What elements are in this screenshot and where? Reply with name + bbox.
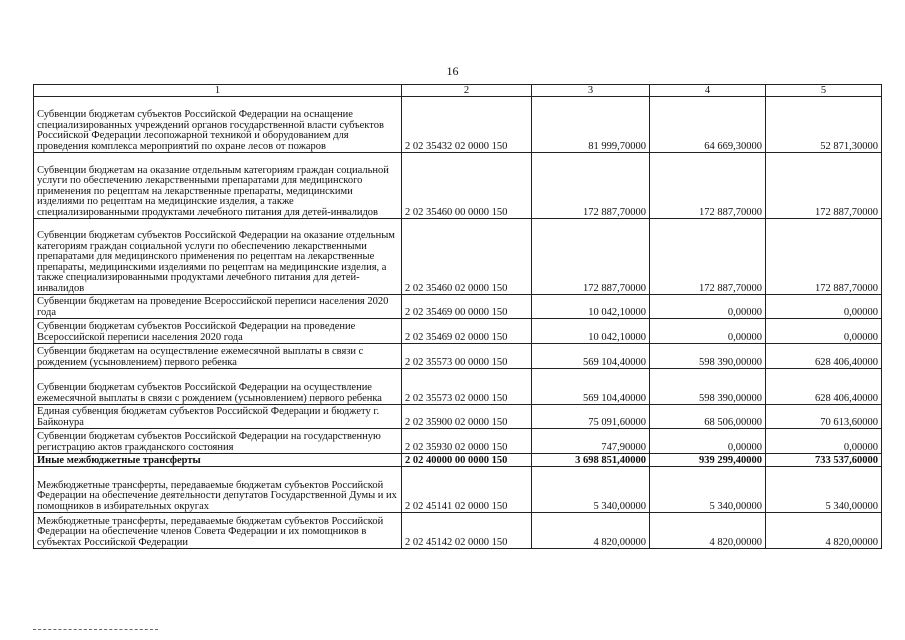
table-row	[34, 369, 882, 405]
row-description: Субвенции бюджетам на проведение Всероссийской переписи населения 2020 года	[34, 295, 402, 319]
row-value-col5: 0,00000	[766, 319, 882, 344]
row-code: 2 02 35469 00 0000 150	[402, 295, 532, 319]
row-value-col4: 172 887,70000	[650, 219, 766, 295]
row-value-col5: 5 340,00000	[766, 467, 882, 513]
row-value-col5: 628 406,40000	[766, 369, 882, 405]
row-value-col3: 10 042,10000	[532, 295, 650, 319]
table-row	[34, 97, 882, 153]
table-row	[34, 153, 882, 219]
row-code: 2 02 35469 02 0000 150	[402, 319, 532, 344]
row-code: 2 02 40000 00 0000 150	[402, 454, 532, 467]
table-row	[34, 405, 882, 429]
row-value-col3: 81 999,70000	[532, 97, 650, 153]
table-row	[34, 344, 882, 369]
row-description: Субвенции бюджетам на оказание отдельным категориям граждан социальной услуги по обеспечению лекарственными препаратами для медицинского применения по рецептам на лекарственные препараты, медицинскими изделиями по рецептам на медицинские изделия, а также специализированными продуктами лечебного питания для детей-инвалидов	[34, 153, 402, 219]
row-value-col4: 0,00000	[650, 429, 766, 454]
table-row	[34, 295, 882, 319]
row-value-col5: 70 613,60000	[766, 405, 882, 429]
row-value-col4: 598 390,00000	[650, 369, 766, 405]
column-header: 5	[766, 85, 882, 97]
column-header: 3	[532, 85, 650, 97]
row-value-col4: 5 340,00000	[650, 467, 766, 513]
footnote-separator	[33, 629, 158, 630]
column-header: 4	[650, 85, 766, 97]
row-value-col3: 10 042,10000	[532, 319, 650, 344]
row-description: Субвенции бюджетам субъектов Российской Федерации на государственную регистрацию актов гражданского состояния	[34, 429, 402, 454]
table-row	[34, 513, 882, 549]
row-value-col4: 598 390,00000	[650, 344, 766, 369]
row-value-col5: 733 537,60000	[766, 454, 882, 467]
row-value-col5: 4 820,00000	[766, 513, 882, 549]
row-code: 2 02 35432 02 0000 150	[402, 97, 532, 153]
row-value-col4: 172 887,70000	[650, 153, 766, 219]
row-value-col3: 4 820,00000	[532, 513, 650, 549]
row-value-col4: 939 299,40000	[650, 454, 766, 467]
row-value-col4: 4 820,00000	[650, 513, 766, 549]
row-value-col3: 172 887,70000	[532, 153, 650, 219]
column-header: 2	[402, 85, 532, 97]
row-value-col5: 172 887,70000	[766, 219, 882, 295]
row-description: Субвенции бюджетам субъектов Российской Федерации на проведение Всероссийской переписи населения 2020 года	[34, 319, 402, 344]
row-code: 2 02 35573 02 0000 150	[402, 369, 532, 405]
row-description: Иные межбюджетные трансферты	[34, 454, 402, 467]
row-value-col3: 75 091,60000	[532, 405, 650, 429]
page-number: 16	[446, 64, 459, 78]
row-code: 2 02 35460 00 0000 150	[402, 153, 532, 219]
row-description: Субвенции бюджетам субъектов Российской Федерации на осуществление ежемесячной выплаты в связи с рождением (усыновлением) первого ребенка	[34, 369, 402, 405]
row-code: 2 02 45141 02 0000 150	[402, 467, 532, 513]
table-header-row	[34, 85, 882, 97]
row-value-col3: 569 104,40000	[532, 344, 650, 369]
table-row	[34, 454, 882, 467]
row-value-col3: 172 887,70000	[532, 219, 650, 295]
row-value-col4: 64 669,30000	[650, 97, 766, 153]
row-value-col4: 0,00000	[650, 319, 766, 344]
table-row	[34, 219, 882, 295]
row-description: Единая субвенция бюджетам субъектов Российской Федерации и бюджету г. Байконура	[34, 405, 402, 429]
table-row	[34, 429, 882, 454]
row-value-col4: 0,00000	[650, 295, 766, 319]
row-value-col5: 0,00000	[766, 295, 882, 319]
budget-table	[33, 84, 882, 549]
table-row	[34, 467, 882, 513]
row-value-col5: 628 406,40000	[766, 344, 882, 369]
row-code: 2 02 35900 02 0000 150	[402, 405, 532, 429]
row-value-col5: 0,00000	[766, 429, 882, 454]
row-description: Субвенции бюджетам на осуществление ежемесячной выплаты в связи с рождением (усыновлением) первого ребенка	[34, 344, 402, 369]
row-code: 2 02 35460 02 0000 150	[402, 219, 532, 295]
row-description: Субвенции бюджетам субъектов Российской Федерации на оказание отдельным категориям граждан социальной услуги по обеспечению лекарственными препаратами для медицинского применения по рецептам на лекарственные препараты, медицинскими изделиями по рецептам на медицинские изделия, а также специализированными продуктами лечебного питания для детей-инвалидов	[34, 219, 402, 295]
column-header: 1	[34, 85, 402, 97]
row-description: Субвенции бюджетам субъектов Российской Федерации на оснащение специализированных учреждений органов государственной власти субъектов Российской Федерации лесопожарной техникой и оборудованием для проведения комплекса мероприятий по охране лесов от пожаров	[34, 97, 402, 153]
row-value-col3: 5 340,00000	[532, 467, 650, 513]
row-value-col5: 52 871,30000	[766, 97, 882, 153]
row-value-col3: 747,90000	[532, 429, 650, 454]
row-value-col3: 569 104,40000	[532, 369, 650, 405]
row-value-col5: 172 887,70000	[766, 153, 882, 219]
row-description: Межбюджетные трансферты, передаваемые бюджетам субъектов Российской Федерации на обеспечение членов Совета Федерации и их помощников в субъектах Российской Федерации	[34, 513, 402, 549]
row-code: 2 02 35573 00 0000 150	[402, 344, 532, 369]
row-value-col3: 3 698 851,40000	[532, 454, 650, 467]
row-code: 2 02 45142 02 0000 150	[402, 513, 532, 549]
row-code: 2 02 35930 02 0000 150	[402, 429, 532, 454]
table-row	[34, 319, 882, 344]
row-value-col4: 68 506,00000	[650, 405, 766, 429]
row-description: Межбюджетные трансферты, передаваемые бюджетам субъектов Российской Федерации на обеспечение деятельности депутатов Государственной Думы и их помощников в избирательных округах	[34, 467, 402, 513]
